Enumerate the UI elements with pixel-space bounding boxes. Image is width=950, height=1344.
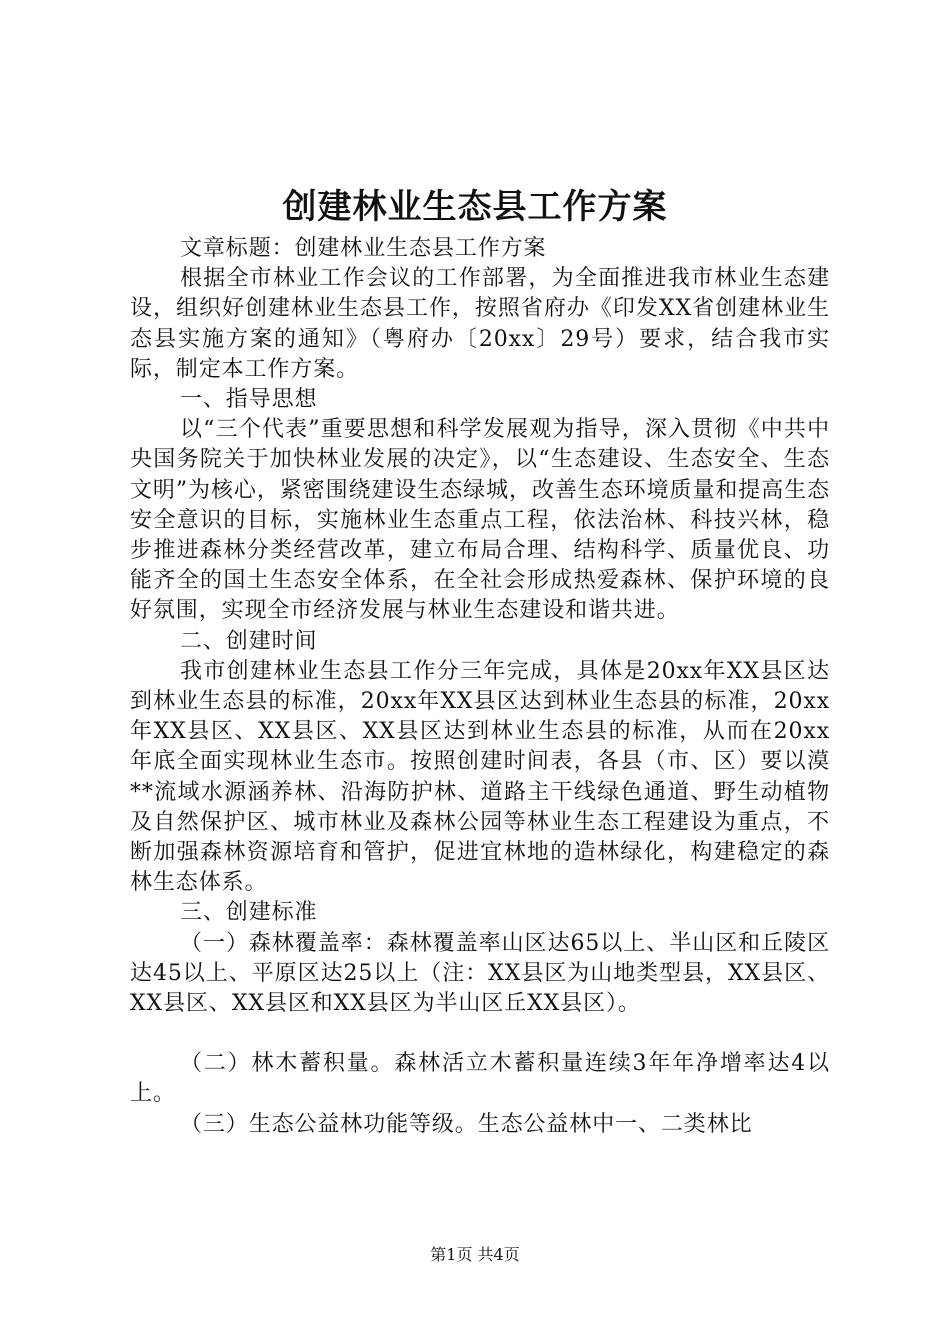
page-footer: 第1页 共4页 [430,1245,520,1264]
standard-forest-coverage: （一）森林覆盖率：森林覆盖率山区达65以上、半山区和丘陵区达45以上、平原区达25以上（注：XX县区为山地类型县，XX县区、XX县区、XX县区和XX县区为半山区丘XX县区）。 [130,930,830,1017]
document-title: 创建林业生态县工作方案 [282,187,668,227]
section-heading-schedule: 二、创建时间 [180,628,318,654]
document-body [130,234,830,1140]
section-heading-guiding-thought: 一、指导思想 [180,387,318,413]
section-heading-standards: 三、创建标准 [180,900,318,926]
schedule-paragraph: 我市创建林业生态县工作分三年完成，具体是20xx年XX县区达到林业生态县的标准，20xx年XX县区达到林业生态县的标准，20xx年XX县区、XX县区、XX县区达到林业生态县的标准，从而在20xx年底全面实现林业生态市。按照创建时间表，各县（市、区）要以漠**流域水源涵养林、沿海防护林、道路主干线绿色通道、野生动植物及自然保护区、城市林业及森林公园等林业生态工程建设为重点，不断加强森林资源培育和管护，促进宜林地的造林绿化，构建稳定的森林生态体系。 [130,658,830,896]
standard-ecological-forest: （三）生态公益林功能等级。生态公益林中一、二类林比 [180,1111,753,1137]
standard-timber-volume: （二）林木蓄积量。森林活立木蓄积量连续3年年净增率达4以上。 [130,1051,830,1107]
guiding-thought-paragraph: 以“三个代表”重要思想和科学发展观为指导，深入贯彻《中共中央国务院关于加快林业发展的决定》，以“生态建设、生态安全、生态文明”为核心，紧密围绕建设生态绿城，改善生态环境质量和提高生态安全意识的目标，实施林业生态重点工程，依法治林、科技兴林，稳步推进森林分类经营改革，建立布局合理、结构科学、质量优良、功能齐全的国土生态安全体系，在全社会形成热爱森林、保护环境的良好氛围，实现全市经济发展与林业生态建设和谐共进。 [130,417,830,624]
intro-paragraph: 根据全市林业工作会议的工作部署，为全面推进我市林业生态建设，组织好创建林业生态县工作，按照省府办《印发XX省创建林业生态县实施方案的通知》（粤府办〔20xx〕29号）要求，结合我市实际，制定本工作方案。 [130,266,830,382]
article-title-line: 文章标题：创建林业生态县工作方案 [180,236,547,261]
